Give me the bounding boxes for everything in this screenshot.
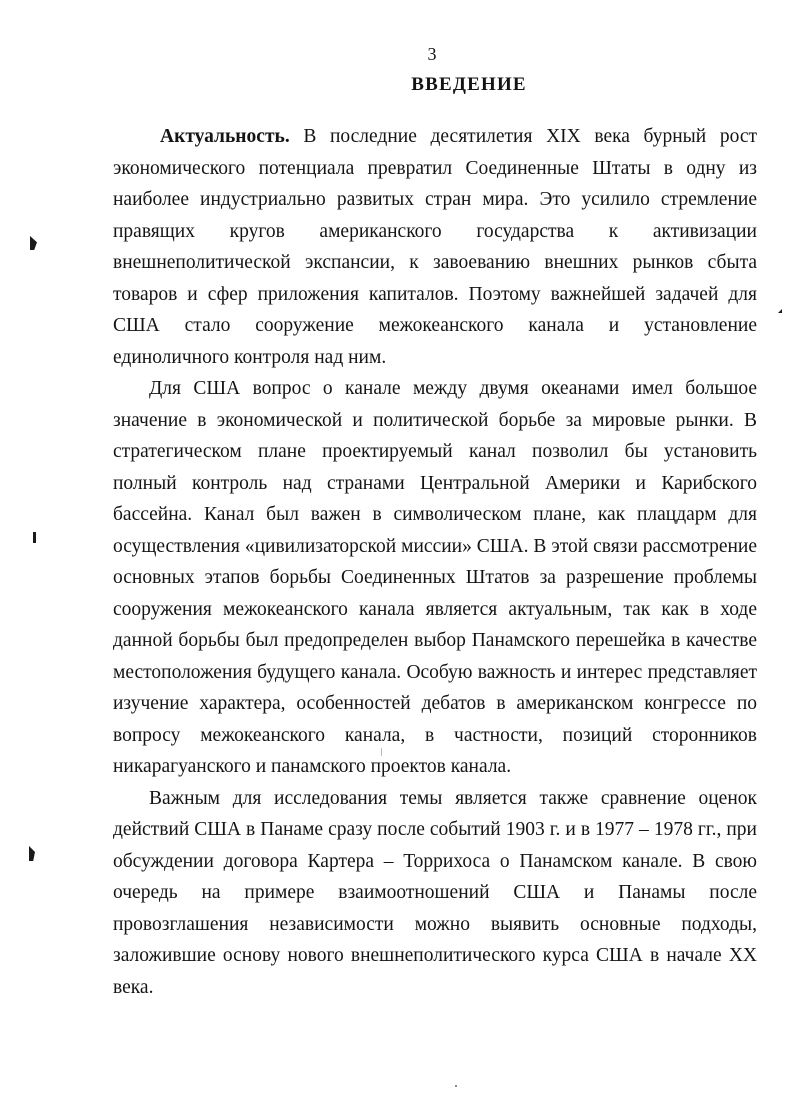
- scan-mark: [778, 309, 782, 313]
- paragraph-text: В последние десятилетия XIX века бурный рост экономического потенциала превратил Соединенные Штаты в одну из наиболее индустриально развитых стран мира. Это усилило стремление правящих кругов американского государства к активизации внешнеполитической экспансии, к завоеванию внешних рынков сбыта товаров и сфер приложения капиталов. Поэтому важнейшей задачей для США стало сооружение межокеанского канала и установление единоличного контроля над ним.: [113, 126, 757, 368]
- paragraph-canal-significance: Для США вопрос о канале между двумя океанами имел большое значение в экономической и политической борьбе за мировые рынки. В стратегическом плане проектируемый канал позволил бы установить полный контроль над странами Центральной Америки и Карибского бассейна. Канал был важен в символическом плане, как плацдарм для осуществления «цивилизаторской миссии» США. В этой связи рассмотрение основных этапов борьбы Соединенных Штатов за разрешение проблемы сооружения межокеанского канала является актуальным, так как в ходе данной борьбы был предопределен выбор Панамского перешейка в качестве местоположения будущего канала. Особую важность и интерес представляет изучение характера, особенностей дебатов в американском конгрессе по вопросу межокеанского канала, в частности, позиций сторонников никарагуанского и панамского проектов канала.: [113, 378, 757, 777]
- scan-mark: [381, 748, 382, 756]
- page-number: 3: [427, 44, 437, 64]
- paragraph-comparison: Важным для исследования темы является также сравнение оценок действий США в Панаме сразу после событий 1903 г. и в 1977 – 1978 гг., при обсуждении договора Картера – Торрихоса о Панамском канале. В свою очередь на примере взаимоотношений США и Панамы после провозглашения независимости можно выявить основные подходы, заложившие основу нового внешнеполитического курса США в начале XX века.: [113, 787, 757, 998]
- scan-mark: [455, 1085, 457, 1087]
- page-title: ВВЕДЕНИЕ: [411, 74, 527, 95]
- scan-mark: [30, 236, 37, 250]
- scan-mark: [29, 846, 35, 861]
- paragraph-relevance: [113, 121, 757, 373]
- paragraph-lead: Актуальность.: [160, 126, 290, 147]
- body-text: [113, 121, 757, 1003]
- scan-mark: [33, 532, 36, 543]
